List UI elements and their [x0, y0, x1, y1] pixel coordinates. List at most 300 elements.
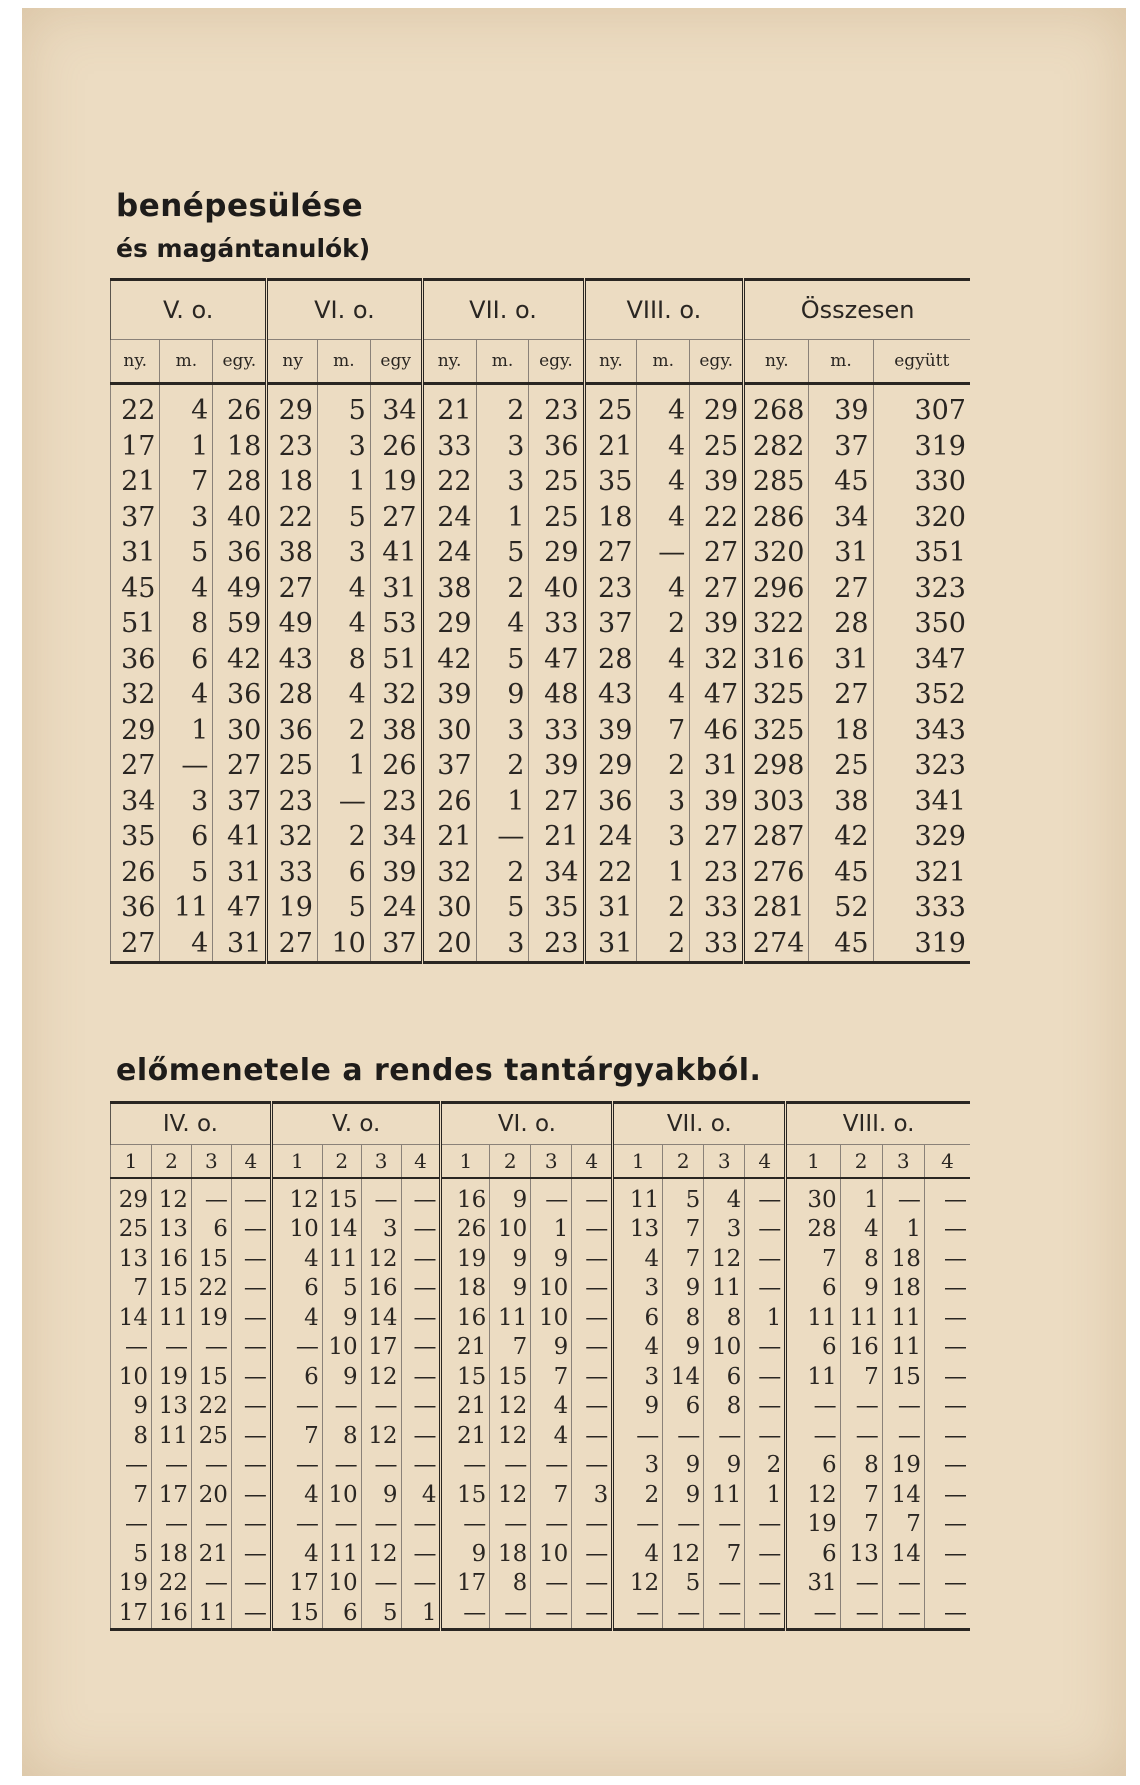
table-cell: —	[924, 1303, 970, 1333]
table-cell: 3	[476, 464, 529, 500]
table-cell: —	[531, 1178, 572, 1215]
table-cell: 2	[476, 571, 529, 607]
table-cell: —	[476, 819, 529, 855]
column-header: 3	[191, 1145, 231, 1179]
table-cell: —	[401, 1333, 441, 1363]
table-cell: 6	[786, 1451, 840, 1481]
table-cell: 9	[361, 1480, 401, 1510]
table-cell: 9	[663, 1451, 704, 1481]
progress-table	[110, 1101, 970, 1631]
column-header: egy.	[529, 340, 584, 384]
table-cell: 49	[267, 606, 318, 642]
table-cell: 285	[744, 464, 809, 500]
table-cell: 12	[663, 1539, 704, 1569]
table-cell: —	[840, 1392, 882, 1422]
table-cell: 26	[441, 1215, 490, 1245]
table-cell: 6	[786, 1333, 840, 1363]
table-cell: 1	[401, 1598, 441, 1629]
table-cell: 24	[422, 500, 476, 536]
scanned-page	[22, 8, 1126, 1776]
table-cell: —	[704, 1569, 745, 1599]
table-cell: 4	[637, 500, 690, 536]
table-cell: 29	[422, 606, 476, 642]
table-cell: 47	[213, 890, 267, 926]
group-header: V. o.	[111, 280, 267, 340]
table-cell: 1	[840, 1178, 882, 1215]
table-cell: 9	[663, 1333, 704, 1363]
table-cell: 4	[160, 926, 213, 963]
table-cell: —	[271, 1333, 322, 1363]
table-cell: —	[786, 1421, 840, 1451]
table-cell: 11	[882, 1333, 924, 1363]
table-cell: 274	[744, 926, 809, 963]
table-cell: 26	[370, 748, 422, 784]
table-cell: 17	[152, 1480, 192, 1510]
table-cell: —	[745, 1569, 786, 1599]
column-header: 4	[924, 1145, 970, 1179]
table-cell: 24	[584, 819, 637, 855]
table-cell: 45	[111, 571, 160, 607]
table-cell: —	[663, 1510, 704, 1540]
table-cell: 36	[584, 784, 637, 820]
table-cell: 11	[160, 890, 213, 926]
table-cell: 30	[786, 1178, 840, 1215]
table-cell: 319	[873, 926, 970, 963]
table-cell: 10	[317, 926, 370, 963]
table-cell: 4	[160, 571, 213, 607]
table-cell: 23	[370, 784, 422, 820]
table-cell: 11	[490, 1303, 531, 1333]
table-cell: —	[572, 1510, 613, 1540]
table-cell: 4	[317, 606, 370, 642]
table-cell: —	[613, 1421, 663, 1451]
table-cell: 7	[663, 1215, 704, 1245]
table-cell: 42	[809, 819, 873, 855]
table-cell: 31	[213, 926, 267, 963]
table-cell: 2	[317, 819, 370, 855]
table-cell: 4	[637, 571, 690, 607]
table-cell: 11	[322, 1539, 361, 1569]
table-cell: 7	[663, 1244, 704, 1274]
table-cell: 11	[882, 1303, 924, 1333]
table-cell: 10	[322, 1480, 361, 1510]
table-cell: —	[401, 1451, 441, 1481]
table-cell: —	[191, 1178, 231, 1215]
table-cell: 347	[873, 642, 970, 678]
table-cell: 16	[441, 1178, 490, 1215]
table-cell: 21	[191, 1539, 231, 1569]
table-cell: 51	[111, 606, 160, 642]
table-cell: —	[924, 1362, 970, 1392]
table-cell: 2	[613, 1480, 663, 1510]
table-cell: 17	[111, 1598, 152, 1629]
progress-sub-header-row	[111, 1145, 971, 1179]
column-header: 1	[441, 1145, 490, 1179]
table-cell: 11	[152, 1303, 192, 1333]
table-cell: —	[231, 1569, 271, 1599]
table-cell: 31	[213, 855, 267, 891]
section-heading-top: benépesülése	[116, 188, 364, 224]
column-header: 3	[361, 1145, 401, 1179]
table-cell: —	[572, 1274, 613, 1304]
table-cell: 15	[191, 1244, 231, 1274]
table-cell: 8	[704, 1392, 745, 1422]
table-cell: —	[840, 1598, 882, 1629]
table-cell: —	[361, 1569, 401, 1599]
table-cell: 9	[490, 1178, 531, 1215]
table-cell: 8	[317, 642, 370, 678]
table-cell: —	[882, 1178, 924, 1215]
table-cell: 45	[809, 464, 873, 500]
table-cell: 10	[271, 1215, 322, 1245]
section-heading-bottom: előmenetele a rendes tantárgyakból.	[116, 1053, 762, 1088]
table-cell: —	[572, 1392, 613, 1422]
table-cell: 11	[786, 1362, 840, 1392]
table-cell: 14	[322, 1215, 361, 1245]
table-cell: —	[572, 1598, 613, 1629]
table-cell: 19	[111, 1569, 152, 1599]
table-cell: —	[401, 1303, 441, 1333]
table-cell: —	[401, 1215, 441, 1245]
table-cell: —	[704, 1510, 745, 1540]
table-cell: 8	[704, 1303, 745, 1333]
column-header: 3	[882, 1145, 924, 1179]
column-header: 1	[111, 1145, 152, 1179]
table-cell: 25	[191, 1421, 231, 1451]
column-header: m.	[317, 340, 370, 384]
table-cell: 45	[809, 855, 873, 891]
column-header: ny	[267, 340, 318, 384]
table-cell: 22	[191, 1392, 231, 1422]
table-cell: 12	[361, 1421, 401, 1451]
table-cell: —	[191, 1451, 231, 1481]
table-cell: 12	[271, 1178, 322, 1215]
table-cell: 23	[584, 571, 637, 607]
table-cell: 40	[213, 500, 267, 536]
table-cell: 33	[422, 429, 476, 465]
table-cell: 3	[317, 429, 370, 465]
table-cell: —	[531, 1598, 572, 1629]
table-cell: 31	[111, 535, 160, 571]
table-cell: —	[231, 1215, 271, 1245]
table-cell: —	[924, 1421, 970, 1451]
table-cell: 13	[152, 1392, 192, 1422]
table-cell: —	[322, 1510, 361, 1540]
table-cell: 26	[213, 384, 267, 429]
table-cell: —	[231, 1244, 271, 1274]
table-cell: 322	[744, 606, 809, 642]
column-header: 2	[490, 1145, 531, 1179]
table-cell: —	[231, 1303, 271, 1333]
column-header: 2	[152, 1145, 192, 1179]
table-cell: 11	[613, 1178, 663, 1215]
table-cell: 13	[840, 1539, 882, 1569]
table-cell: 27	[111, 748, 160, 784]
table-cell: 276	[744, 855, 809, 891]
group-header: VII. o.	[422, 280, 584, 340]
table-cell: —	[745, 1274, 786, 1304]
table-cell: 307	[873, 384, 970, 429]
table-cell: —	[924, 1333, 970, 1363]
table-cell: 1	[882, 1215, 924, 1245]
column-header: 1	[271, 1145, 322, 1179]
table-cell: 39	[422, 677, 476, 713]
table-cell: 29	[690, 384, 744, 429]
table-cell: 320	[873, 500, 970, 536]
table-cell: —	[231, 1598, 271, 1629]
table-cell: 5	[663, 1178, 704, 1215]
group-header: IV. o.	[111, 1103, 272, 1145]
table-cell: 14	[361, 1303, 401, 1333]
table-cell: —	[572, 1421, 613, 1451]
table-row	[111, 642, 971, 678]
column-header: 4	[231, 1145, 271, 1179]
enrollment-sub-header-row	[111, 340, 971, 384]
table-cell: 36	[529, 429, 584, 465]
table-cell: 17	[361, 1333, 401, 1363]
table-cell: —	[882, 1392, 924, 1422]
table-cell: 25	[809, 748, 873, 784]
table-cell: 9	[322, 1303, 361, 1333]
table-cell: 25	[690, 429, 744, 465]
table-cell: 9	[111, 1392, 152, 1422]
table-cell: 18	[584, 500, 637, 536]
table-cell: 3	[637, 784, 690, 820]
table-cell: 34	[529, 855, 584, 891]
table-cell: —	[924, 1510, 970, 1540]
table-cell: 25	[111, 1215, 152, 1245]
table-cell: 28	[584, 642, 637, 678]
table-cell: 22	[584, 855, 637, 891]
table-cell: 37	[213, 784, 267, 820]
group-header: VI. o.	[267, 280, 422, 340]
table-cell: 31	[786, 1569, 840, 1599]
table-cell: 22	[111, 384, 160, 429]
table-cell: 10	[704, 1333, 745, 1363]
table-cell: 7	[786, 1244, 840, 1274]
table-cell: 38	[267, 535, 318, 571]
table-cell: 16	[361, 1274, 401, 1304]
table-cell: —	[401, 1178, 441, 1215]
table-cell: 6	[271, 1362, 322, 1392]
column-header: 2	[840, 1145, 882, 1179]
table-cell: 316	[744, 642, 809, 678]
table-row	[111, 1392, 971, 1422]
table-cell: 17	[271, 1569, 322, 1599]
table-cell: 29	[267, 384, 318, 429]
table-cell: 12	[490, 1480, 531, 1510]
table-cell: —	[441, 1598, 490, 1629]
table-cell: 20	[422, 926, 476, 963]
table-cell: 39	[690, 606, 744, 642]
table-cell: 47	[529, 642, 584, 678]
column-header: egy	[370, 340, 422, 384]
table-cell: 303	[744, 784, 809, 820]
table-cell: 22	[191, 1274, 231, 1304]
table-cell: 42	[213, 642, 267, 678]
table-cell: 11	[704, 1274, 745, 1304]
table-cell: 5	[160, 535, 213, 571]
table-row	[111, 1598, 971, 1629]
table-cell: 6	[160, 642, 213, 678]
table-cell: —	[745, 1392, 786, 1422]
table-cell: 5	[476, 642, 529, 678]
table-cell: 15	[441, 1362, 490, 1392]
table-cell: 12	[361, 1362, 401, 1392]
table-row	[111, 1451, 971, 1481]
table-cell: 7	[704, 1539, 745, 1569]
table-cell: 2	[476, 384, 529, 429]
table-cell: —	[745, 1510, 786, 1540]
table-cell: 319	[873, 429, 970, 465]
table-cell: 46	[690, 713, 744, 749]
table-cell: 11	[786, 1303, 840, 1333]
table-cell: —	[401, 1569, 441, 1599]
table-cell: 6	[322, 1598, 361, 1629]
column-header: 2	[322, 1145, 361, 1179]
table-cell: 2	[637, 890, 690, 926]
table-cell: —	[704, 1421, 745, 1451]
column-header: 1	[613, 1145, 663, 1179]
table-cell: 14	[882, 1480, 924, 1510]
table-cell: —	[231, 1274, 271, 1304]
table-cell: 4	[317, 677, 370, 713]
table-cell: 5	[160, 855, 213, 891]
table-cell: 4	[637, 464, 690, 500]
table-cell: 47	[690, 677, 744, 713]
table-cell: —	[231, 1539, 271, 1569]
table-cell: 8	[322, 1421, 361, 1451]
table-cell: 11	[191, 1598, 231, 1629]
table-cell: 4	[401, 1480, 441, 1510]
table-cell: —	[401, 1539, 441, 1569]
table-cell: —	[613, 1510, 663, 1540]
table-cell: 2	[476, 748, 529, 784]
progress-group-header-row	[111, 1103, 971, 1145]
table-cell: 31	[690, 748, 744, 784]
table-cell: 3	[476, 713, 529, 749]
table-cell: —	[924, 1451, 970, 1481]
table-cell: 9	[840, 1274, 882, 1304]
table-cell: 6	[704, 1362, 745, 1392]
table-cell: 7	[637, 713, 690, 749]
table-cell: —	[231, 1333, 271, 1363]
table-cell: —	[152, 1510, 192, 1540]
table-cell: 5	[663, 1569, 704, 1599]
table-cell: 30	[213, 713, 267, 749]
table-cell: —	[882, 1569, 924, 1599]
table-row	[111, 1421, 971, 1451]
table-cell: 5	[322, 1274, 361, 1304]
table-cell: 23	[529, 384, 584, 429]
table-cell: 18	[213, 429, 267, 465]
table-cell: 30	[422, 890, 476, 926]
table-cell: 281	[744, 890, 809, 926]
group-header: VIII. o.	[584, 280, 744, 340]
table-cell: —	[704, 1598, 745, 1629]
table-row	[111, 1333, 971, 1363]
table-cell: 6	[160, 819, 213, 855]
table-cell: 29	[529, 535, 584, 571]
table-cell: 9	[441, 1539, 490, 1569]
table-cell: 12	[613, 1569, 663, 1599]
table-cell: —	[840, 1421, 882, 1451]
table-cell: —	[745, 1333, 786, 1363]
table-cell: —	[924, 1244, 970, 1274]
table-cell: 18	[490, 1539, 531, 1569]
table-cell: —	[663, 1598, 704, 1629]
table-cell: 33	[267, 855, 318, 891]
enrollment-group-header-row	[111, 280, 971, 340]
table-cell: 28	[267, 677, 318, 713]
table-cell: 282	[744, 429, 809, 465]
table-cell: 325	[744, 677, 809, 713]
table-cell: 21	[441, 1421, 490, 1451]
table-cell: 34	[370, 819, 422, 855]
table-cell: 21	[422, 819, 476, 855]
table-cell: 268	[744, 384, 809, 429]
table-cell: —	[231, 1451, 271, 1481]
column-header: ny.	[584, 340, 637, 384]
table-cell: 15	[882, 1362, 924, 1392]
table-cell: 1	[476, 500, 529, 536]
column-header: egy.	[690, 340, 744, 384]
table-cell: 9	[490, 1244, 531, 1274]
table-cell: 7	[490, 1333, 531, 1363]
table-cell: 6	[317, 855, 370, 891]
table-cell: —	[322, 1451, 361, 1481]
table-cell: 4	[531, 1392, 572, 1422]
table-cell: 14	[111, 1303, 152, 1333]
column-header: m.	[809, 340, 873, 384]
table-cell: 286	[744, 500, 809, 536]
table-cell: 32	[370, 677, 422, 713]
table-cell: 27	[111, 926, 160, 963]
table-cell: 19	[152, 1362, 192, 1392]
table-cell: 4	[531, 1421, 572, 1451]
table-row	[111, 429, 971, 465]
table-cell: 18	[809, 713, 873, 749]
table-cell: 1	[637, 855, 690, 891]
table-cell: 20	[191, 1480, 231, 1510]
table-cell: 16	[441, 1303, 490, 1333]
table-cell: 22	[152, 1569, 192, 1599]
table-cell: 28	[213, 464, 267, 500]
table-row	[111, 784, 971, 820]
table-cell: 49	[213, 571, 267, 607]
table-cell: —	[924, 1274, 970, 1304]
table-cell: 1	[317, 748, 370, 784]
table-cell: 9	[476, 677, 529, 713]
table-cell: 37	[584, 606, 637, 642]
table-cell: 45	[809, 926, 873, 963]
table-cell: 35	[529, 890, 584, 926]
table-cell: 28	[786, 1215, 840, 1245]
table-cell: —	[745, 1421, 786, 1451]
table-cell: 12	[152, 1178, 192, 1215]
table-cell: 9	[531, 1244, 572, 1274]
table-cell: —	[441, 1451, 490, 1481]
column-header: 1	[786, 1145, 840, 1179]
table-cell: 2	[637, 748, 690, 784]
table-cell: 27	[809, 677, 873, 713]
table-cell: 1	[476, 784, 529, 820]
table-cell: 12	[490, 1421, 531, 1451]
table-cell: 3	[361, 1215, 401, 1245]
table-cell: 13	[111, 1244, 152, 1274]
table-cell: 8	[490, 1569, 531, 1599]
table-cell: 36	[213, 535, 267, 571]
